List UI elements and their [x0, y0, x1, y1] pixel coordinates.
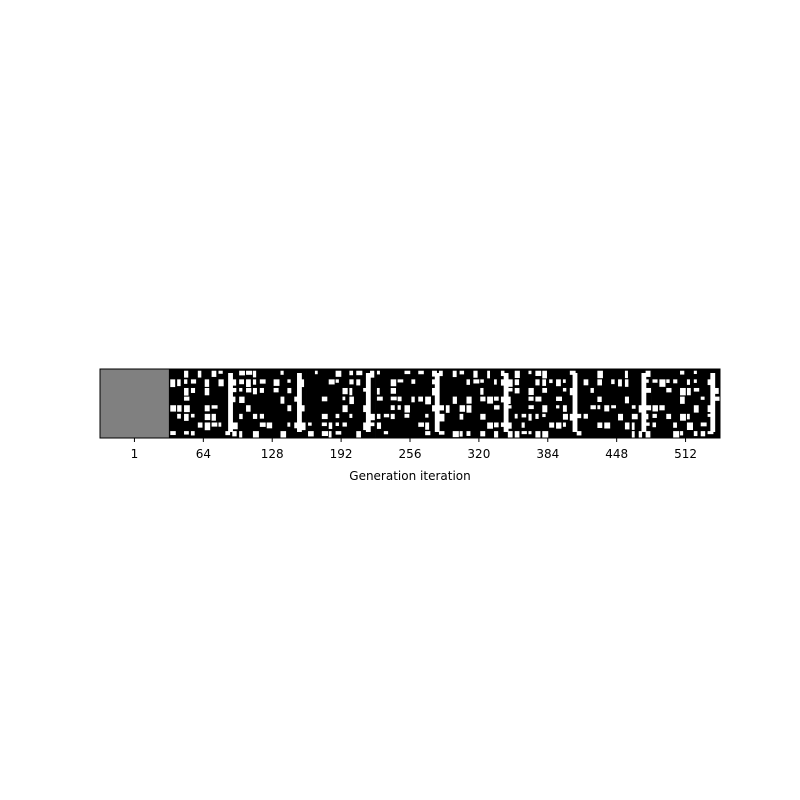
pixel-blob — [246, 379, 251, 387]
pixel-blob — [515, 388, 520, 393]
pixel-blob — [287, 422, 290, 426]
pixel-blob — [652, 379, 657, 382]
pixel-blob — [473, 371, 477, 378]
pixel-blob — [315, 371, 318, 375]
pixel-blob — [294, 422, 297, 428]
generation-panel-448 — [582, 369, 651, 439]
pixel-blob — [460, 414, 464, 420]
pixel-blob — [432, 405, 435, 411]
pixel-blob — [191, 414, 195, 418]
pixel-blob — [680, 388, 686, 395]
pixel-blob — [205, 422, 210, 430]
pixel-blob — [453, 431, 459, 437]
pixel-blob — [418, 422, 424, 426]
x-tick-label: 1 — [130, 447, 139, 461]
pixel-blob — [239, 388, 242, 392]
pixel-blob — [439, 405, 444, 410]
pixel-blob — [556, 379, 561, 386]
pixel-blob — [191, 431, 195, 435]
pixel-blob — [618, 379, 622, 386]
pixel-blob — [535, 414, 538, 419]
pixel-blob — [632, 431, 635, 438]
generation-panel-64 — [169, 369, 238, 438]
pixel-blob — [528, 431, 531, 434]
pixel-blob — [280, 431, 286, 438]
panel-background — [582, 369, 651, 438]
pixel-blob — [604, 422, 610, 428]
pixel-blob — [391, 379, 397, 386]
pixel-blob — [377, 388, 380, 395]
pixel-blob — [170, 431, 175, 435]
pixel-blob — [377, 397, 383, 401]
pixel-blob — [349, 379, 353, 384]
pixel-blob — [508, 379, 513, 386]
pixel-blob — [356, 371, 362, 375]
pixel-blob — [329, 431, 332, 438]
pixel-blob — [342, 422, 346, 426]
pixel-blob — [632, 414, 638, 419]
pixel-blob — [625, 397, 629, 404]
pixel-blob — [280, 371, 283, 375]
pixel-blob — [336, 379, 339, 382]
pixel-blob — [384, 431, 388, 434]
pixel-blob — [522, 422, 525, 427]
pixel-blob — [611, 405, 616, 408]
digit-stroke — [641, 373, 646, 432]
pixel-blob — [336, 371, 342, 377]
pixel-blob — [480, 379, 484, 382]
pixel-blob — [466, 397, 471, 404]
pixel-blob — [391, 414, 395, 419]
pixel-blob — [198, 422, 203, 427]
pixel-blob — [687, 388, 691, 395]
pixel-blob — [673, 431, 679, 438]
pixel-blob — [398, 405, 401, 410]
pixel-blob — [597, 397, 601, 402]
pixel-blob — [673, 379, 677, 383]
pixel-blob — [494, 422, 499, 427]
pixel-blob — [308, 431, 314, 436]
pixel-blob — [287, 379, 290, 382]
pixel-blob — [391, 388, 396, 394]
pixel-blob — [425, 397, 431, 405]
pixel-blob — [522, 414, 527, 418]
pixel-blob — [584, 379, 589, 385]
pixel-blob — [659, 405, 664, 410]
pixel-blob — [336, 414, 340, 418]
pixel-blob — [404, 405, 409, 412]
pixel-blob — [349, 397, 354, 404]
pixel-blob — [184, 405, 190, 412]
pixel-blob — [253, 388, 257, 394]
pixel-blob — [246, 371, 252, 375]
pixel-blob — [342, 388, 347, 394]
pixel-blob — [329, 379, 335, 384]
pixel-blob — [680, 414, 686, 421]
x-tick-label: 320 — [467, 447, 491, 461]
pixel-blob — [274, 388, 279, 392]
pixel-blob — [528, 397, 533, 401]
pixel-blob — [466, 431, 470, 436]
pixel-blob — [184, 397, 189, 401]
pixel-blob — [170, 379, 175, 387]
digit-stroke — [435, 373, 440, 432]
digit-stroke — [710, 373, 715, 432]
pixel-blob — [439, 414, 445, 422]
pixel-blob — [253, 414, 257, 419]
generation-image-strip — [100, 369, 720, 439]
pixel-blob — [184, 414, 189, 421]
pixel-blob — [253, 379, 256, 384]
pixel-blob — [556, 397, 562, 401]
pixel-blob — [673, 422, 677, 427]
pixel-blob — [425, 431, 430, 435]
pixel-blob — [411, 379, 415, 384]
pixel-blob — [646, 371, 651, 377]
pixel-blob — [597, 422, 602, 428]
generation-panel-128 — [238, 369, 307, 439]
pixel-blob — [487, 397, 493, 404]
pixel-blob — [563, 388, 566, 392]
pixel-blob — [322, 414, 328, 419]
pixel-blob — [666, 414, 671, 419]
pixel-blob — [239, 431, 242, 438]
pixel-blob — [590, 388, 593, 393]
pixel-blob — [377, 371, 380, 375]
pixel-blob — [542, 405, 547, 412]
pixel-blob — [494, 405, 500, 409]
pixel-blob — [411, 397, 414, 403]
pixel-blob — [398, 397, 402, 402]
pixel-blob — [377, 422, 381, 428]
pixel-blob — [632, 422, 635, 429]
pixel-blob — [542, 431, 548, 438]
pixel-blob — [177, 414, 181, 419]
pixel-blob — [542, 371, 547, 379]
generation-panel-1 — [100, 369, 169, 438]
pixel-blob — [694, 388, 699, 392]
pixel-blob — [232, 422, 238, 429]
pixel-blob — [535, 397, 541, 402]
pixel-blob — [646, 388, 652, 393]
pixel-blob — [556, 405, 559, 408]
pixel-blob — [694, 371, 697, 374]
pixel-blob — [356, 431, 361, 438]
pixel-blob — [480, 431, 485, 436]
pixel-blob — [701, 397, 705, 400]
pixel-blob — [604, 405, 609, 411]
pixel-blob — [191, 379, 196, 383]
pixel-blob — [184, 379, 187, 384]
pixel-blob — [460, 371, 464, 375]
pixel-blob — [542, 414, 545, 417]
pixel-blob — [528, 371, 531, 374]
pixel-blob — [680, 397, 685, 404]
pixel-blob — [212, 371, 217, 377]
pixel-blob — [687, 379, 690, 385]
pixel-blob — [404, 371, 410, 374]
pixel-blob — [556, 422, 561, 428]
pixel-blob — [515, 431, 520, 437]
x-tick-label: 448 — [605, 447, 629, 461]
x-tick-label: 128 — [260, 447, 284, 461]
pixel-blob — [425, 422, 429, 429]
pixel-blob — [646, 405, 652, 410]
x-tick-label: 384 — [536, 447, 560, 461]
pixel-blob — [198, 371, 202, 378]
pixel-blob — [377, 414, 381, 419]
pixel-blob — [494, 397, 499, 401]
pixel-blob — [515, 414, 518, 419]
pixel-blob — [246, 405, 251, 411]
pixel-blob — [342, 405, 347, 412]
pixel-blob — [577, 431, 582, 435]
generation-panel-384 — [513, 369, 582, 438]
pixel-blob — [480, 397, 485, 402]
generation-panel-256 — [376, 369, 446, 438]
x-tick-label: 64 — [195, 447, 211, 461]
pixel-blob — [597, 379, 602, 385]
pixel-blob — [260, 422, 266, 426]
pixel-blob — [184, 371, 188, 378]
pixel-blob — [342, 397, 345, 401]
pixel-blob — [239, 379, 244, 384]
pixel-blob — [212, 405, 218, 408]
pixel-blob — [446, 405, 450, 413]
pixel-blob — [404, 414, 409, 418]
pixel-blob — [322, 422, 327, 426]
pixel-blob — [260, 414, 264, 419]
pixel-blob — [473, 379, 479, 383]
pixel-blob — [280, 397, 284, 404]
pixel-blob — [418, 397, 423, 402]
pixel-blob — [391, 405, 395, 410]
pixel-blob — [563, 414, 568, 420]
pixel-blob — [528, 388, 533, 395]
pixel-blob — [453, 371, 457, 377]
digit-stroke — [297, 373, 302, 432]
pixel-blob — [267, 422, 272, 428]
pixel-blob — [349, 371, 353, 376]
pixel-blob — [460, 405, 465, 412]
pixel-blob — [349, 414, 352, 418]
pixel-blob — [260, 379, 266, 383]
pixel-blob — [205, 405, 210, 411]
pixel-blob — [218, 379, 223, 386]
pixel-blob — [205, 388, 210, 395]
pixel-blob — [356, 379, 360, 385]
pixel-blob — [177, 379, 180, 386]
pixel-blob — [274, 379, 280, 386]
pixel-blob — [542, 388, 547, 393]
pixel-blob — [618, 414, 623, 421]
pixel-blob — [308, 422, 312, 425]
x-tick-label: 256 — [398, 447, 422, 461]
pixel-blob — [466, 379, 469, 385]
pixel-blob — [184, 431, 189, 434]
pixel-blob — [549, 422, 554, 427]
pixel-blob — [563, 405, 567, 412]
pixel-blob — [590, 405, 595, 409]
generation-panel-192 — [307, 369, 376, 438]
pixel-blob — [212, 414, 216, 421]
pixel-blob — [487, 371, 490, 379]
pixel-blob — [494, 379, 497, 384]
pixel-blob — [680, 371, 684, 375]
pixel-blob — [694, 431, 698, 436]
pixel-blob — [515, 379, 519, 385]
pixel-blob — [253, 431, 259, 438]
pixel-blob — [597, 405, 600, 409]
panel-background — [100, 369, 169, 438]
pixel-blob — [687, 414, 690, 420]
pixel-blob — [701, 422, 707, 426]
pixel-blob — [694, 379, 697, 383]
pixel-blob — [191, 388, 195, 393]
pixel-blob — [522, 431, 527, 434]
pixel-blob — [391, 397, 397, 401]
pixel-blob — [508, 431, 513, 438]
pixel-blob — [398, 379, 404, 382]
pixel-blob — [652, 405, 657, 411]
digit-stroke — [366, 373, 371, 432]
pixel-blob — [625, 379, 628, 387]
pixel-blob — [508, 388, 513, 392]
pixel-blob — [701, 431, 705, 436]
pixel-blob — [659, 379, 665, 386]
pixel-blob — [487, 422, 493, 428]
pixel-blob — [528, 414, 531, 421]
pixel-blob — [287, 388, 291, 393]
pixel-blob — [384, 414, 389, 417]
digit-stroke — [504, 373, 509, 432]
pixel-blob — [212, 422, 218, 426]
pixel-blob — [535, 371, 541, 376]
generation-panel-512 — [651, 369, 720, 438]
pixel-blob — [694, 405, 699, 412]
pixel-blob — [542, 379, 546, 386]
pixel-blob — [349, 388, 352, 395]
pixel-blob — [563, 422, 566, 426]
pixel-blob — [418, 371, 424, 375]
x-axis-label: Generation iteration — [349, 469, 471, 483]
x-tick-label: 512 — [674, 447, 698, 461]
pixel-blob — [425, 414, 428, 418]
pixel-blob — [329, 422, 333, 428]
pixel-blob — [184, 388, 188, 396]
pixel-blob — [611, 379, 614, 384]
pixel-blob — [439, 431, 445, 435]
pixel-blob — [652, 414, 656, 418]
digit-stroke — [228, 373, 233, 432]
pixel-blob — [528, 405, 533, 409]
pixel-blob — [563, 379, 566, 383]
pixel-blob — [549, 379, 552, 383]
pixel-blob — [177, 405, 181, 411]
pixel-blob — [260, 388, 264, 393]
pixel-blob — [687, 422, 693, 430]
pixel-blob — [639, 431, 642, 438]
pixel-blob — [535, 379, 539, 385]
pixel-blob — [239, 397, 244, 403]
pixel-blob — [494, 431, 498, 437]
pixel-blob — [480, 414, 485, 420]
pixel-blob — [666, 379, 669, 383]
pixel-blob — [170, 405, 176, 411]
pixel-blob — [322, 431, 328, 436]
x-tick-label: 192 — [329, 447, 353, 461]
pixel-blob — [253, 371, 256, 378]
pixel-blob — [453, 397, 457, 404]
pixel-blob — [322, 397, 327, 402]
pixel-blob — [480, 388, 483, 395]
pixel-blob — [680, 431, 683, 435]
pixel-blob — [370, 414, 375, 420]
pixel-blob — [625, 371, 628, 378]
pixel-blob — [336, 422, 339, 426]
pixel-blob — [205, 414, 211, 420]
pixel-blob — [239, 414, 243, 419]
digit-stroke — [573, 373, 578, 432]
pixel-blob — [205, 379, 209, 387]
pixel-blob — [570, 388, 573, 395]
pixel-blob — [287, 405, 291, 411]
pixel-blob — [597, 371, 603, 378]
pixel-blob — [218, 371, 222, 374]
pixel-blob — [652, 422, 656, 427]
pixel-blob — [515, 371, 520, 378]
pixel-blob — [239, 371, 245, 376]
pixel-blob — [466, 405, 471, 412]
pixel-blob — [336, 431, 342, 435]
generation-panel-320 — [444, 369, 513, 438]
pixel-blob — [625, 422, 630, 429]
pixel-blob — [218, 422, 221, 426]
pixel-blob — [535, 431, 540, 438]
pixel-blob — [666, 388, 671, 392]
pixel-blob — [246, 388, 251, 392]
pixel-blob — [584, 414, 588, 419]
pixel-blob — [632, 405, 636, 409]
pixel-blob — [460, 431, 463, 437]
